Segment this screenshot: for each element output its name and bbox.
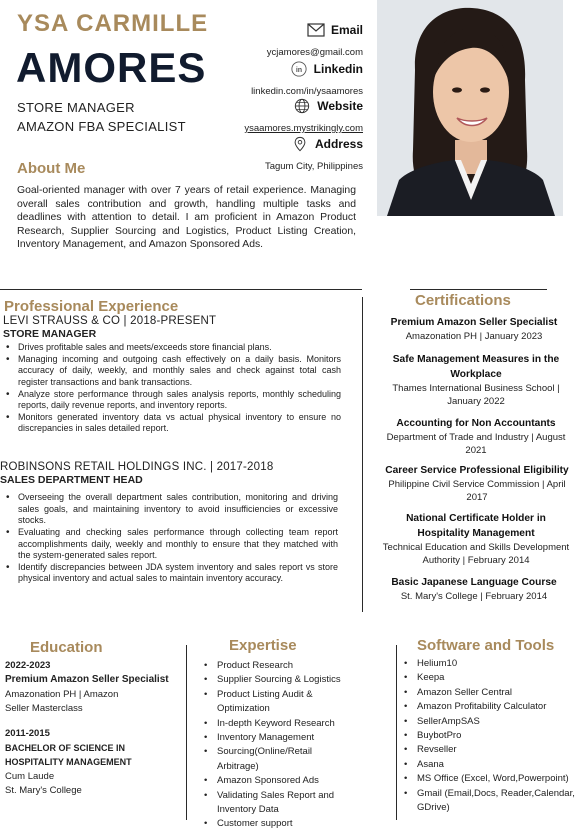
certification-name: National Certificate Holder in Hospitality Management xyxy=(406,513,546,539)
education-title: BACHELOR OF SCIENCE IN HOSPITALITY MANAGEMENT xyxy=(5,743,132,768)
certification-detail: Philippine Civil Service Commission | April 2017 xyxy=(388,479,566,503)
role-title-2: AMAZON FBA SPECIALIST xyxy=(17,119,186,134)
list-item: • Identify discrepancies between JDA system inventory and sales report vs store physical inventory and actual sales to maintain inventory accuracy. xyxy=(6,562,338,585)
list-item: • Amazon Profitability Calculator xyxy=(404,700,584,714)
software-heading: Software and Tools xyxy=(417,637,555,654)
education-list xyxy=(5,659,183,799)
certification-name: Basic Japanese Language Course xyxy=(391,577,557,588)
linkedin-label: Linkedin xyxy=(313,62,363,76)
email-value[interactable]: ycjamores@gmail.com xyxy=(266,47,363,58)
list-item: • Evaluating and checking sales performance through collecting team report accomplishments daily, weekly and monthly to ensure that they matched with the system-generated sales report. xyxy=(6,527,338,562)
list-item: • Amazon Seller Central xyxy=(404,686,584,700)
contact-email xyxy=(267,22,363,58)
education-detail: Cum Laude xyxy=(5,770,55,782)
education-title: Premium Amazon Seller Specialist xyxy=(5,674,169,686)
job-2 xyxy=(0,462,338,585)
education-year: 2011-2015 xyxy=(5,727,50,739)
list-item: • Product Listing Audit & Optimization xyxy=(204,688,352,717)
list-item: • MS Office (Excel, Word,Powerpoint) xyxy=(404,772,584,786)
list-item: • Amazon Sponsored Ads xyxy=(204,774,352,788)
certification-detail: St. Mary's College | February 2014 xyxy=(400,591,548,602)
about-heading: About Me xyxy=(17,160,86,177)
linkedin-value[interactable]: linkedin.com/in/ysaamores xyxy=(251,86,363,97)
last-name: AMORES xyxy=(16,44,207,91)
contact-website xyxy=(244,98,363,134)
certification-name: Career Service Professional Eligibility xyxy=(385,465,569,476)
list-item: • Gmail (Email,Docs, Reader,Calendar, GDrive) xyxy=(404,787,584,816)
list-item: • Validating Sales Report and Inventory Data xyxy=(204,789,352,818)
contact-linkedin xyxy=(251,61,363,97)
list-item: • Helium10 xyxy=(404,657,584,671)
list-item: • Customer support xyxy=(204,817,352,831)
education-detail: Seller Masterclass xyxy=(5,703,83,715)
svg-text:in: in xyxy=(295,66,302,75)
divider-vertical-mid xyxy=(362,297,363,612)
list-item: • In-depth Keyword Research xyxy=(204,717,352,731)
job-company: LEVI STRAUSS & CO | 2018-PRESENT xyxy=(3,315,217,327)
job-title: STORE MANAGER xyxy=(3,327,97,340)
certification-detail: Technical Education and Skills Development Authority | February 2014 xyxy=(382,542,570,566)
address-value: Tagum City, Philippines xyxy=(264,161,363,172)
divider-experience-top xyxy=(0,289,362,290)
certification-detail: Amazonation PH | January 2023 xyxy=(405,331,543,342)
list-item: • Supplier Sourcing & Logistics xyxy=(204,673,352,687)
certification-item xyxy=(386,352,566,408)
certification-name: Accounting for Non Accountants xyxy=(396,418,556,429)
certification-detail: Thames International Business School | January 2022 xyxy=(392,383,560,407)
globe-icon xyxy=(293,98,311,114)
certification-item xyxy=(386,416,566,457)
divider-vertical-edu xyxy=(186,645,187,820)
certification-item xyxy=(376,511,576,567)
profile-photo xyxy=(377,0,563,216)
list-item: • Monitors generated inventory data vs actual physical inventory to ensure no discrepancies in sales detailed report. xyxy=(6,412,341,435)
contact-address xyxy=(265,136,363,172)
education-year: 2022-2023 xyxy=(5,660,51,671)
role-title-1: STORE MANAGER xyxy=(17,100,135,115)
list-item: • SellerAmpSAS xyxy=(404,715,584,729)
list-item: • Keepa xyxy=(404,671,584,685)
list-item: • Sourcing(Online/Retail Arbitrage) xyxy=(204,745,352,774)
list-item: • Revseller xyxy=(404,743,584,757)
list-item: • Product Research xyxy=(204,659,352,673)
education-detail: St. Mary's College xyxy=(5,785,82,797)
list-item: • Inventory Management xyxy=(204,731,352,745)
envelope-icon xyxy=(307,22,325,38)
job-title: SALES DEPARTMENT HEAD xyxy=(0,473,143,486)
job-company: ROBINSONS RETAIL HOLDINGS INC. | 2017-2018 xyxy=(0,461,274,473)
list-item: • Overseeing the overall department sales contribution, monitoring and driving sales goals, and maintaining inventory to avoid insufficiencies or excessive stocks. xyxy=(6,492,338,527)
location-pin-icon xyxy=(291,136,309,152)
divider-certifications-top xyxy=(410,289,547,290)
experience-heading: Professional Experience xyxy=(4,298,179,315)
first-name: YSA CARMILLE xyxy=(17,10,209,37)
expertise-heading: Expertise xyxy=(229,637,297,654)
job-1 xyxy=(3,316,341,435)
certification-item xyxy=(382,463,572,504)
education-detail: Amazonation PH | Amazon xyxy=(5,688,119,700)
education-heading: Education xyxy=(30,639,103,656)
certification-item xyxy=(376,315,572,343)
certification-name: Premium Amazon Seller Specialist xyxy=(390,317,558,328)
list-item: • Managing incoming and outgoing cash effectively on a daily basis. Monitors accuracy of daily, weekly, and monthly sales and check against total cash register transactions and bank transactions. xyxy=(6,354,341,389)
list-item: • Asana xyxy=(404,758,584,772)
website-value[interactable]: ysaamores.mystrikingly.com xyxy=(244,123,363,134)
certification-item xyxy=(376,575,572,603)
linkedin-icon xyxy=(290,61,308,77)
email-label: Email xyxy=(330,23,363,37)
list-item: • Analyze store performance through sales analysis reports, monthly scheduling reports, daily revenue reports, and inventory reports. xyxy=(6,389,341,412)
list-item: • Drives profitable sales and meets/exceeds store financial plans. xyxy=(6,342,341,354)
divider-vertical-skills xyxy=(396,645,397,820)
certification-detail: Department of Trade and Industry | August 2021 xyxy=(386,432,566,456)
address-label: Address xyxy=(314,137,363,151)
certification-name: Safe Management Measures in the Workplace xyxy=(392,354,560,380)
about-text: Goal-oriented manager with over 7 years of retail experience. Managing overall sales contribution and growth, handling multiple tasks and deadlines with attention to detail. I am proficient in Amazon Product Research, Supplier Sourcing and Logistics, Product Listing Creation, Inventory Management, and Amazon Sponsored Ads. xyxy=(17,185,356,251)
expertise-list xyxy=(204,659,352,832)
website-label: Website xyxy=(317,99,363,113)
list-item: • BuybotPro xyxy=(404,729,584,743)
software-list xyxy=(404,657,584,815)
certifications-heading: Certifications xyxy=(415,292,511,309)
